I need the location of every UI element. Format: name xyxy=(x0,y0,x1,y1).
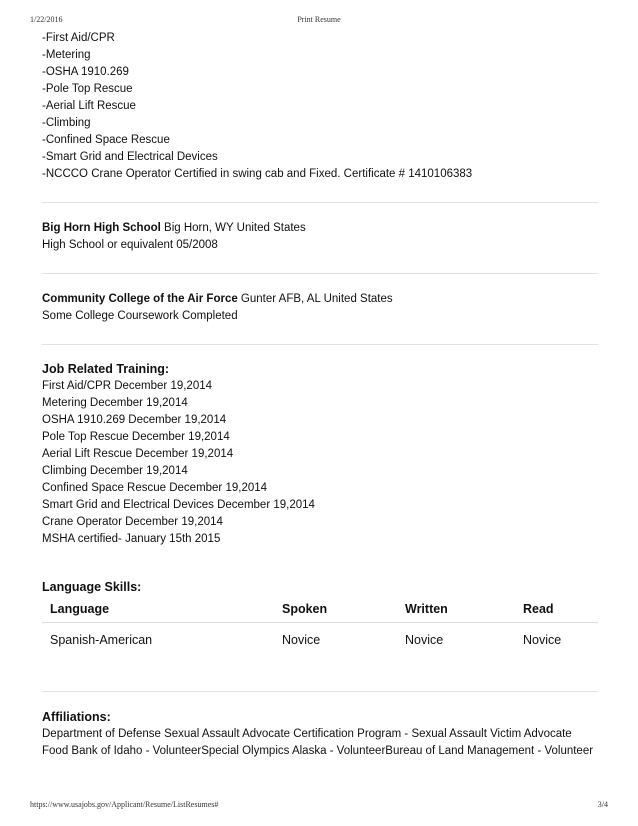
certification-item: -Aerial Lift Rescue xyxy=(42,100,136,112)
school-location: Big Horn, WY United States xyxy=(160,222,306,234)
resume-content xyxy=(42,30,598,760)
affiliations-section xyxy=(42,708,598,760)
certifications-list xyxy=(42,30,598,183)
column-header-read: Read xyxy=(523,602,554,616)
affiliations-text: Department of Defense Sexual Assault Advocate Certification Program - Sexual Assault Victim Advocate Food Bank of Idaho - VolunteerSpecial Olympics Alaska - VolunteerBureau of Land Management - Volunteer xyxy=(42,728,594,757)
training-item: Aerial Lift Rescue December 19,2014 xyxy=(42,448,234,460)
certification-item: -OSHA 1910.269 xyxy=(42,66,129,78)
training-item: Climbing December 19,2014 xyxy=(42,465,188,477)
training-item: OSHA 1910.269 December 19,2014 xyxy=(42,414,227,426)
education-entry-college xyxy=(42,291,598,325)
school-name: Community College of the Air Force xyxy=(42,293,238,305)
school-location: Gunter AFB, AL United States xyxy=(237,293,393,305)
print-url: https://www.usajobs.gov/Applicant/Resume/ListResumes# xyxy=(30,800,219,809)
language-title: Language Skills: xyxy=(42,580,142,594)
certification-item: -NCCCO Crane Operator Certified in swing cab and Fixed. Certificate # 1410106383 xyxy=(42,168,473,180)
column-header-written: Written xyxy=(405,602,448,616)
certification-item: -First Aid/CPR xyxy=(42,32,115,44)
column-header-spoken: Spoken xyxy=(282,602,328,616)
training-item: MSHA certified- January 15th 2015 xyxy=(42,533,221,545)
certification-item: -Climbing xyxy=(42,117,91,129)
certification-item: -Pole Top Rescue xyxy=(42,83,133,95)
section-divider xyxy=(42,202,598,203)
language-table xyxy=(42,596,598,656)
training-item: Pole Top Rescue December 19,2014 xyxy=(42,431,230,443)
spoken-cell: Novice xyxy=(274,623,397,657)
page-number: 3/4 xyxy=(597,800,608,809)
certification-item: -Smart Grid and Electrical Devices xyxy=(42,151,218,163)
affiliations-title: Affiliations: xyxy=(42,710,111,724)
print-header xyxy=(0,15,638,27)
print-footer xyxy=(0,800,638,812)
print-title: Print Resume xyxy=(297,15,341,24)
read-cell: Novice xyxy=(515,623,598,657)
school-name: Big Horn High School xyxy=(42,222,161,234)
certification-item: -Metering xyxy=(42,49,91,61)
training-item: First Aid/CPR December 19,2014 xyxy=(42,380,213,392)
section-divider xyxy=(42,691,598,692)
training-section xyxy=(42,360,598,548)
column-header-language: Language xyxy=(50,602,110,616)
table-row xyxy=(42,623,598,657)
degree-text: High School or equivalent 05/2008 xyxy=(42,239,218,251)
training-item: Smart Grid and Electrical Devices December 19,2014 xyxy=(42,499,315,511)
section-divider xyxy=(42,344,598,345)
language-table-header xyxy=(42,596,598,623)
degree-text: Some College Coursework Completed xyxy=(42,310,238,322)
language-section xyxy=(42,578,598,656)
training-item: Metering December 19,2014 xyxy=(42,397,188,409)
written-cell: Novice xyxy=(397,623,515,657)
education-entry-high-school xyxy=(42,220,598,254)
training-item: Crane Operator December 19,2014 xyxy=(42,516,223,528)
print-date: 1/22/2016 xyxy=(30,15,63,24)
training-title: Job Related Training: xyxy=(42,362,170,376)
section-divider xyxy=(42,273,598,274)
certification-item: -Confined Space Rescue xyxy=(42,134,170,146)
language-cell: Spanish-American xyxy=(42,623,274,657)
training-item: Confined Space Rescue December 19,2014 xyxy=(42,482,268,494)
